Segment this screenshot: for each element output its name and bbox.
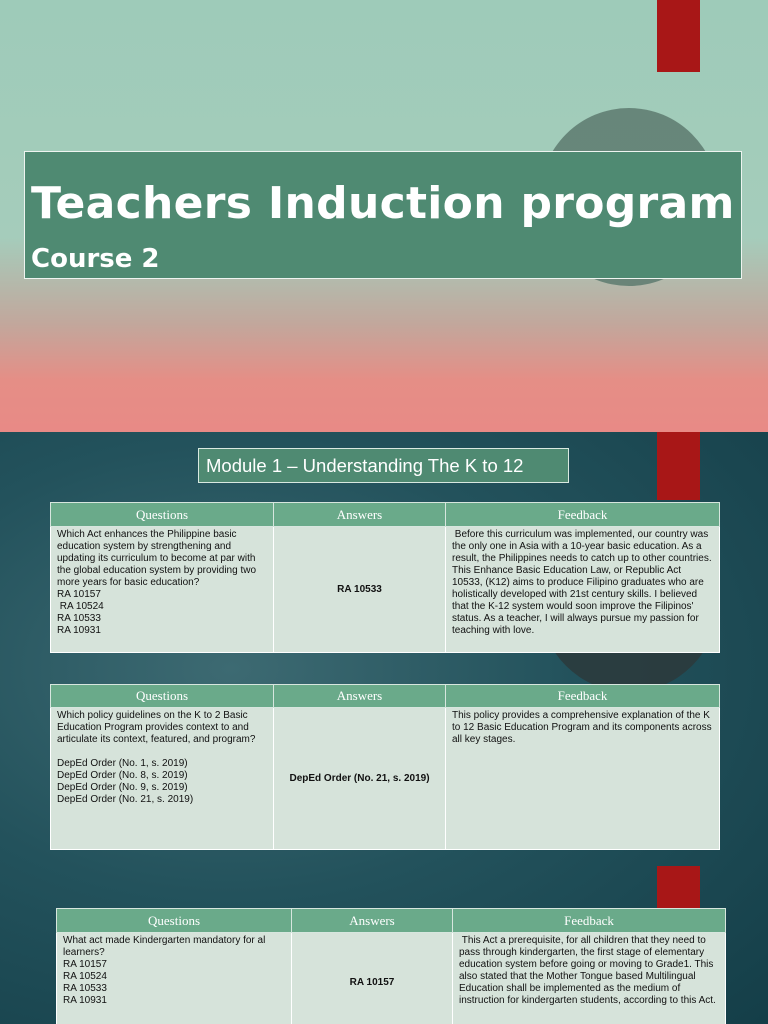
feedback-text: This Act a prerequisite, for all children that they need to pass through kindergarten, the first stage of elementary education system before going or moving to Grade1. This also stated that the Mother Tongue based Multilingual Education shall be implemented as the medium of instruction for kindergarten students, according to this Act. <box>459 935 717 1006</box>
option: RA 10931 <box>63 995 107 1006</box>
red-accent-bar-bottom <box>657 866 700 912</box>
header-answers: Answers <box>274 685 446 708</box>
red-accent-bar-top <box>657 432 700 500</box>
title-box <box>24 151 742 279</box>
option: RA 10524 <box>63 971 107 982</box>
qa-table-2 <box>50 684 720 850</box>
module-title: Module 1 – Understanding The K to 12 <box>198 448 569 483</box>
option: DepEd Order (No. 8, s. 2019) <box>57 770 188 781</box>
answer-cell: RA 10157 <box>292 933 453 1024</box>
option: RA 10524 <box>57 601 104 612</box>
header-feedback: Feedback <box>453 909 726 933</box>
feedback-text: Before this curriculum was implemented, our country was the only one in Asia with a 10-year basic education. As a result, the Philippines needs to catch up to other countries. This Enhance Basic Education Law, or Republic Act 10533, (K12) aims to produce Filipino graduates who are holistically developed with 21st century skills. I believed that the K-12 system would soon improve the Filipinos' status. As a teacher, I will always pursue my passion for teaching with love. <box>452 529 715 636</box>
feedback-cell <box>453 933 726 1024</box>
option: DepEd Order (No. 9, s. 2019) <box>57 782 188 793</box>
qa-table-3 <box>56 908 726 1024</box>
question-cell <box>51 708 274 850</box>
question-text: Which Act enhances the Philippine basic education system by strengthening and updating its curriculum to become at par with the global education system by providing two more years for basic education? <box>57 529 259 588</box>
question-text: What act made Kindergarten mandatory for al learners? <box>63 935 271 958</box>
header-answers: Answers <box>292 909 453 933</box>
option: DepEd Order (No. 1, s. 2019) <box>57 758 188 769</box>
question-cell <box>57 933 292 1024</box>
option: RA 10157 <box>63 959 107 970</box>
header-feedback: Feedback <box>446 685 720 708</box>
answer-cell: DepEd Order (No. 21, s. 2019) <box>274 708 446 850</box>
slide-title <box>0 0 768 432</box>
answer-cell: RA 10533 <box>274 527 446 653</box>
slide-module-1 <box>0 432 768 1024</box>
feedback-cell <box>446 708 720 850</box>
page-subtitle: Course 2 <box>31 244 160 274</box>
question-text: Which policy guidelines on the K to 2 Basic Education Program provides context to and articulate its context, featured, and program? <box>57 710 256 745</box>
header-questions: Questions <box>57 909 292 933</box>
option-spacer <box>57 746 267 758</box>
option: DepEd Order (No. 21, s. 2019) <box>57 794 194 805</box>
header-feedback: Feedback <box>446 503 720 527</box>
page-title: Teachers Induction program <box>31 178 735 229</box>
option: RA 10157 <box>57 589 101 600</box>
header-questions: Questions <box>51 503 274 527</box>
question-cell <box>51 527 274 653</box>
header-answers: Answers <box>274 503 446 527</box>
header-questions: Questions <box>51 685 274 708</box>
option: RA 10533 <box>57 613 101 624</box>
option: RA 10533 <box>63 983 107 994</box>
qa-table-1 <box>50 502 720 653</box>
feedback-cell <box>446 527 720 653</box>
feedback-text: This policy provides a comprehensive explanation of the K to 12 Basic Education Program and its components across all key stages. <box>452 710 715 745</box>
option: RA 10931 <box>57 625 101 636</box>
red-accent-bar <box>657 0 700 72</box>
